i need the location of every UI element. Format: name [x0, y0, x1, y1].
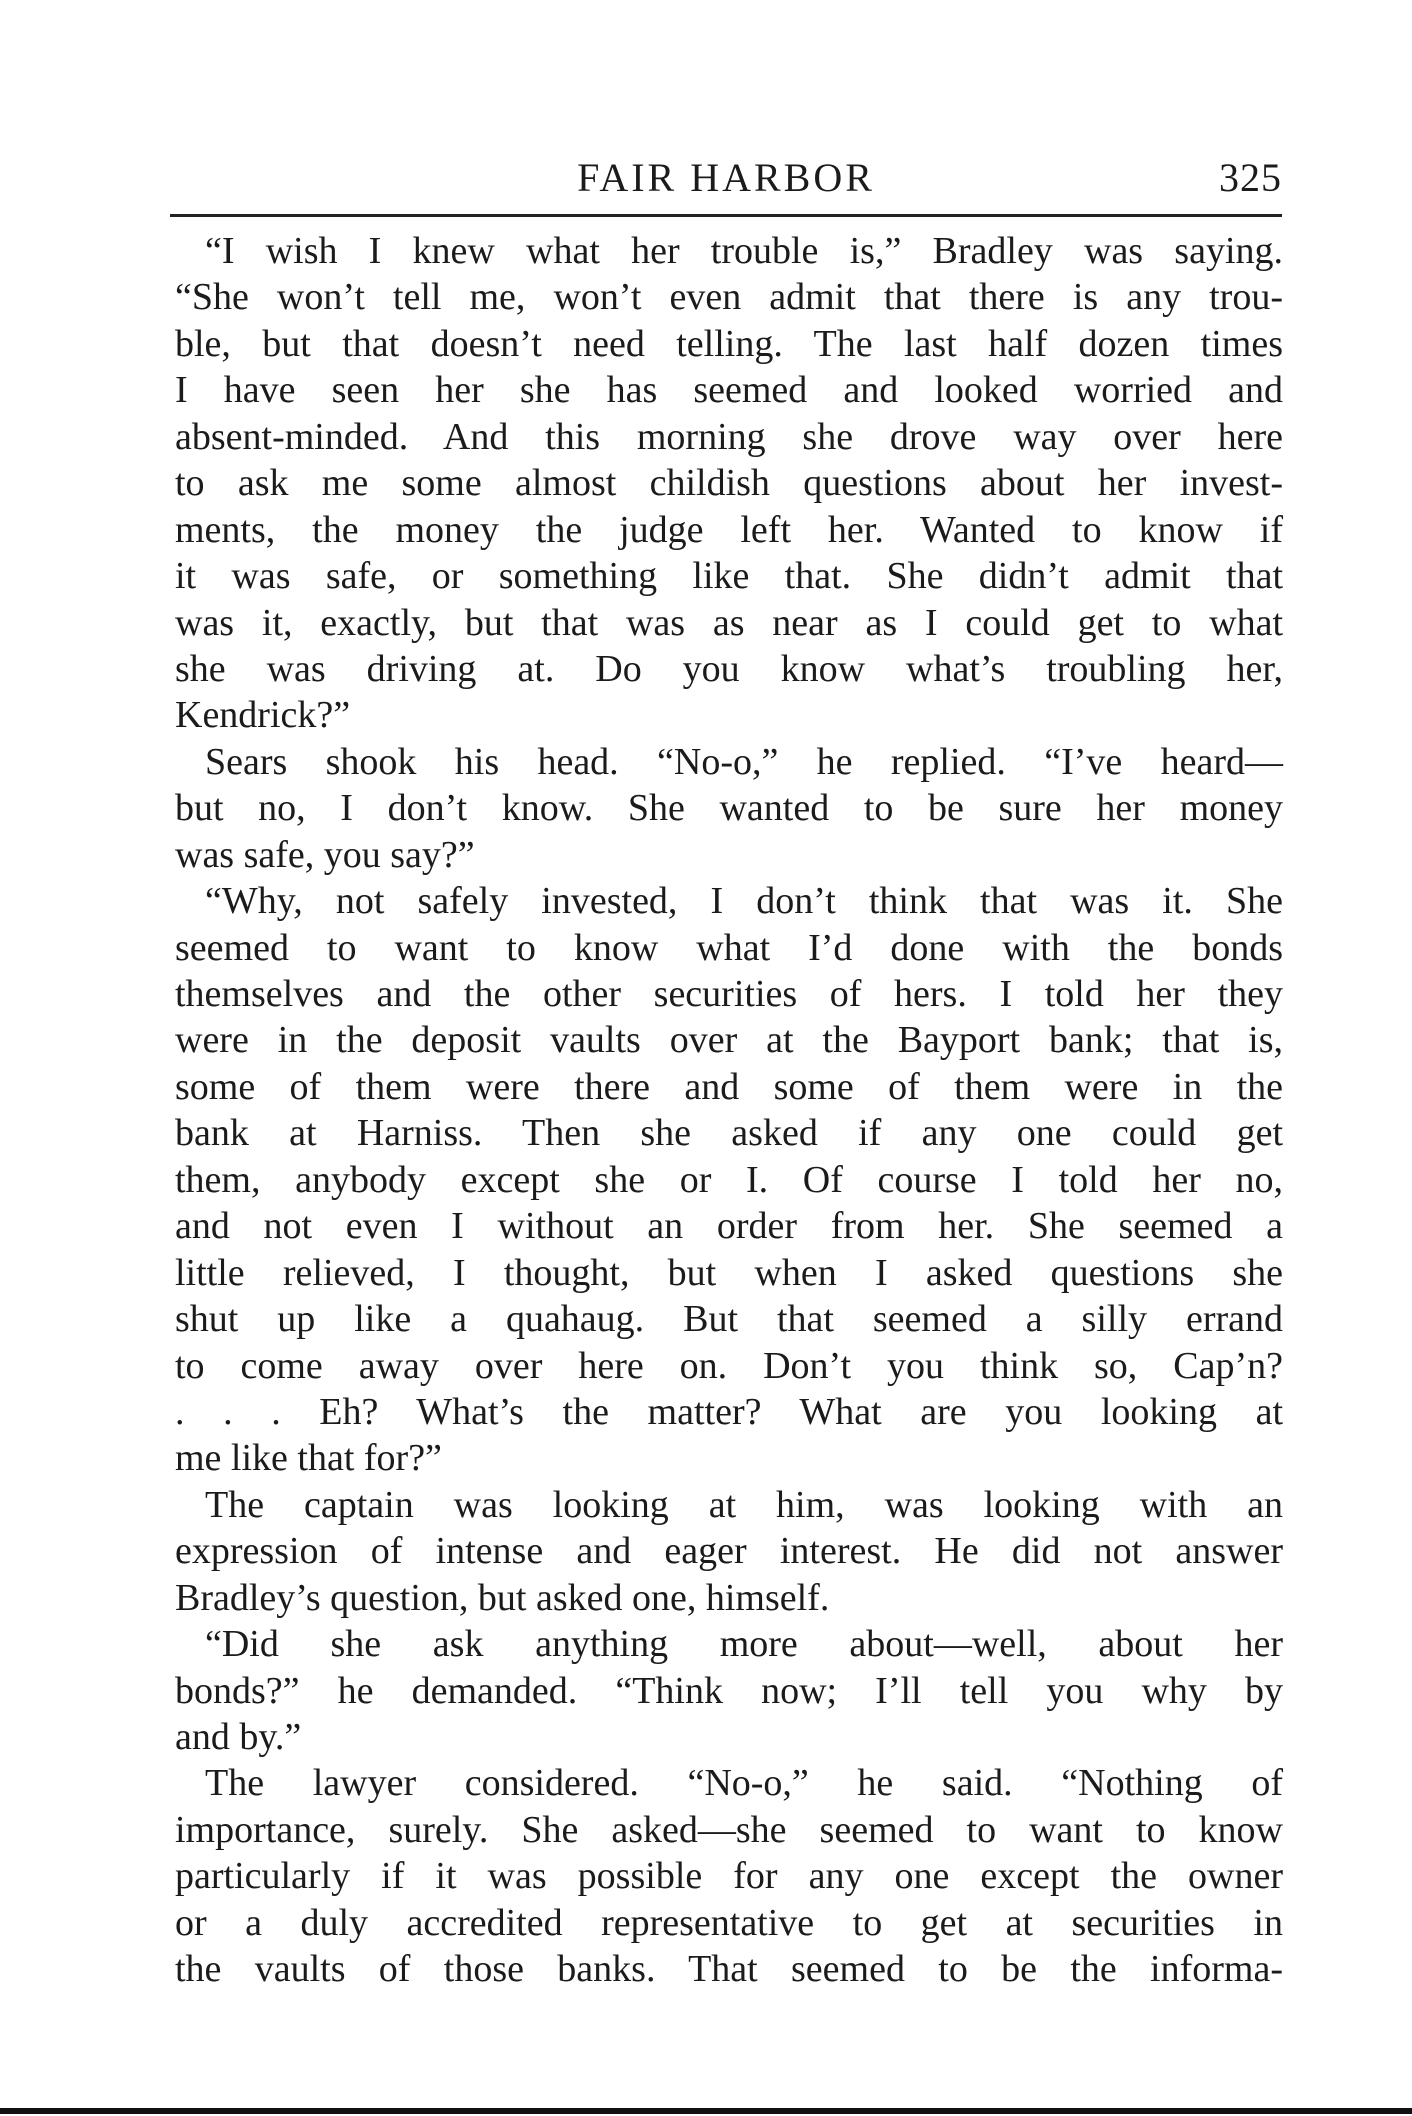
text-line: Sears shook his head. “No-o,” he replied. “I’ve heard— — [205, 740, 1283, 783]
text-line: the vaults of those banks. That seemed to be the informa- — [175, 1948, 1283, 1991]
text-line: but no, I don’t know. She wanted to be sure her money — [175, 787, 1283, 830]
body-text — [175, 228, 1283, 1993]
text-line: Kendrick?” — [175, 694, 351, 737]
text-line: particularly if it was possible for any one except the owner — [175, 1855, 1283, 1898]
text-line: were in the deposit vaults over at the Bayport bank; that is, — [175, 1019, 1283, 1062]
text-line: “Why, not safely invested, I don’t think that was it. She — [205, 880, 1283, 923]
text-line: to ask me some almost childish questions about her invest- — [175, 462, 1283, 505]
page-number: 325 — [1219, 155, 1282, 200]
text-line: The lawyer considered. “No-o,” he said. “Nothing of — [205, 1762, 1283, 1805]
text-line: was it, exactly, but that was as near as I could get to what — [175, 601, 1283, 644]
text-line: “Did she ask anything more about—well, about her — [205, 1623, 1283, 1666]
text-line: was safe, you say?” — [175, 833, 475, 876]
text-line: and by.” — [175, 1716, 302, 1758]
text-line: ments, the money the judge left her. Wanted to know if — [175, 508, 1283, 551]
text-line: little relieved, I thought, but when I asked questions she — [175, 1251, 1283, 1294]
running-title: FAIR HARBOR — [577, 155, 875, 200]
text-line: me like that for?” — [175, 1437, 442, 1480]
text-line: or a duly accredited representative to get at securities in — [175, 1901, 1283, 1944]
text-line: some of them were there and some of them were in the — [175, 1065, 1283, 1108]
text-line: “She won’t tell me, won’t even admit that there is any trou- — [175, 276, 1283, 319]
page-header — [170, 150, 1282, 217]
text-line: them, anybody except she or I. Of course I told her no, — [175, 1158, 1283, 1201]
text-line: Bradley’s question, but asked one, himself. — [175, 1576, 830, 1619]
scan-edge-rule — [0, 2108, 1412, 2114]
text-line: The captain was looking at him, was looking with an — [205, 1483, 1283, 1526]
text-line: ble, but that doesn’t need telling. The last half dozen times — [175, 322, 1283, 365]
text-line: expression of intense and eager interest. He did not answer — [175, 1530, 1283, 1573]
text-line: and not even I without an order from her. She seemed a — [175, 1205, 1283, 1248]
text-line: seemed to want to know what I’d done with the bonds — [175, 926, 1283, 969]
text-line: importance, surely. She asked—she seemed to want to know — [175, 1808, 1283, 1851]
text-line: “I wish I knew what her trouble is,” Bradley was saying. — [205, 230, 1283, 272]
text-line: to come away over here on. Don’t you think so, Cap’n? — [175, 1344, 1283, 1387]
text-line: it was safe, or something like that. She didn’t admit that — [175, 555, 1283, 598]
text-line: bank at Harniss. Then she asked if any one could get — [175, 1112, 1283, 1155]
text-line: . . . Eh? What’s the matter? What are you looking at — [175, 1390, 1283, 1433]
text-line: I have seen her she has seemed and looked worried and — [175, 369, 1283, 412]
text-line: themselves and the other securities of hers. I told her they — [175, 973, 1283, 1015]
text-line: shut up like a quahaug. But that seemed a silly errand — [175, 1298, 1283, 1341]
text-line: bonds?” he demanded. “Think now; I’ll tell you why by — [175, 1669, 1283, 1712]
text-line: absent-minded. And this morning she drove way over here — [175, 415, 1283, 458]
text-line: she was driving at. Do you know what’s troubling her, — [175, 647, 1283, 690]
